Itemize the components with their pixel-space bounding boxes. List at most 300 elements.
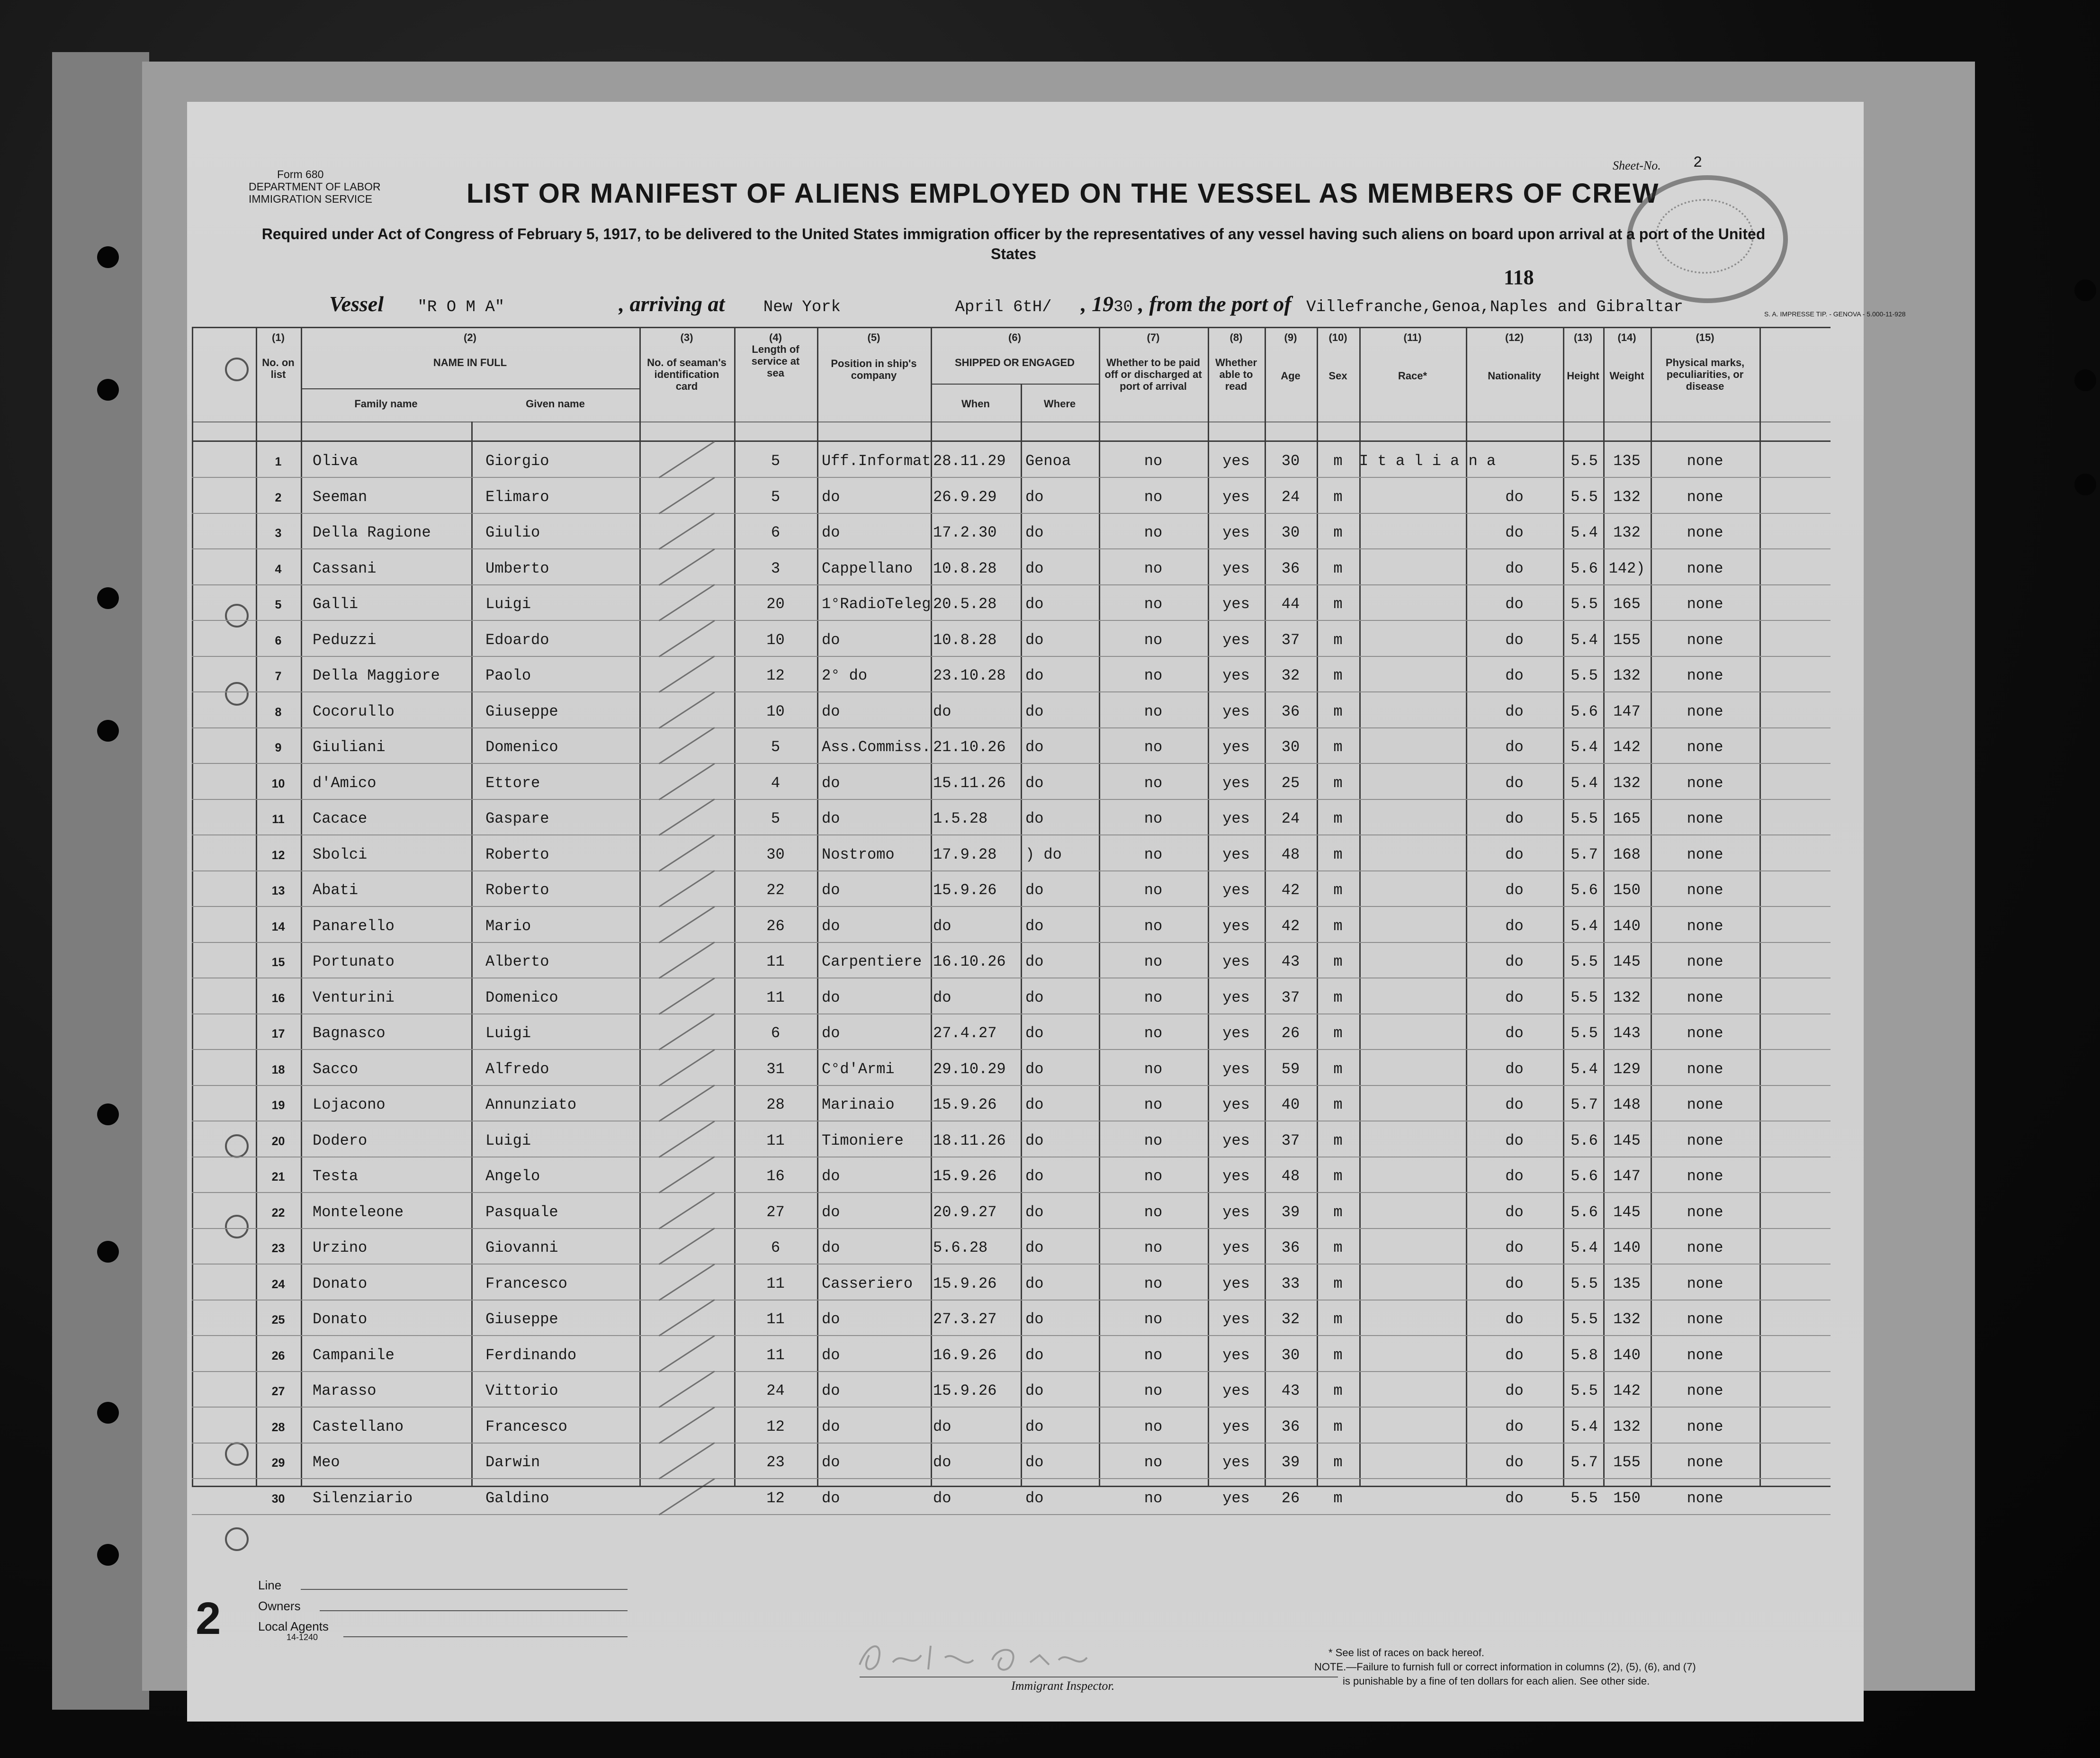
nationality: do — [1505, 1024, 1524, 1042]
family-name: Marasso — [313, 1382, 377, 1399]
arrival-date: April 6tH/ — [955, 298, 1052, 316]
nationality: do — [1505, 1131, 1524, 1149]
shipped-when: 17.9.28 — [933, 845, 997, 863]
age: 37 — [1281, 1131, 1300, 1149]
weight: 168 — [1613, 845, 1641, 863]
position: do — [822, 1382, 840, 1399]
service-length: 11 — [766, 1131, 785, 1149]
family-name: Peduzzi — [313, 631, 377, 649]
height: 5.6 — [1571, 702, 1598, 720]
owners-field-rule — [320, 1610, 628, 1611]
able-to-read: yes — [1222, 774, 1250, 792]
sheet-number-value: 2 — [1693, 154, 1703, 171]
row-rule — [192, 1407, 1831, 1408]
vessel-name: "R O M A" — [417, 298, 505, 316]
weight: 150 — [1613, 1489, 1641, 1507]
shipped-when: 15.9.26 — [933, 1096, 997, 1113]
family-name: Bagnasco — [313, 1024, 386, 1042]
weight: 142 — [1613, 1382, 1641, 1399]
row-number: 2 — [275, 491, 282, 504]
able-to-read: yes — [1222, 702, 1250, 720]
height: 5.4 — [1571, 774, 1598, 792]
shipped-when: 1.5.28 — [933, 810, 988, 827]
physical-marks: none — [1687, 1167, 1723, 1185]
shipped-where: do — [1025, 702, 1044, 720]
col-rule — [817, 327, 818, 1487]
age: 30 — [1281, 452, 1300, 470]
sex: m — [1333, 917, 1343, 935]
position: Marinaio — [822, 1096, 895, 1113]
row-number: 11 — [272, 813, 285, 826]
id-card-slash-mark — [658, 942, 715, 979]
weight: 132 — [1613, 988, 1641, 1006]
able-to-read: yes — [1222, 631, 1250, 649]
shipped-when: 26.9.29 — [933, 488, 997, 506]
nationality: do — [1505, 1274, 1524, 1292]
physical-marks: none — [1687, 1096, 1723, 1113]
physical-marks: none — [1687, 488, 1723, 506]
where-header: Where — [1043, 398, 1076, 410]
note-fine: is punishable by a fine of ten dollars for each alien. See other side. — [1343, 1675, 1650, 1687]
service-length: 5 — [771, 488, 781, 506]
family-name: Lojacono — [313, 1096, 386, 1113]
shipped-when: 15.9.26 — [933, 1382, 997, 1399]
col5-header: (5) Position in ship's company — [831, 332, 917, 381]
printer-imprint: S. A. IMPRESSE TIP. - GENOVA - 5.000-11-928 — [1764, 310, 1906, 318]
position: do — [822, 1489, 840, 1507]
age: 37 — [1281, 988, 1300, 1006]
family-name: Silenziario — [313, 1489, 413, 1507]
id-card-slash-mark — [658, 763, 715, 800]
shipped-where: do — [1025, 1096, 1044, 1113]
shipped-when: 23.10.28 — [933, 667, 1006, 684]
age: 44 — [1281, 595, 1300, 613]
able-to-read: yes — [1222, 1060, 1250, 1078]
col13-header: (13) Height — [1567, 332, 1599, 382]
nationality: do — [1505, 738, 1524, 756]
age: 40 — [1281, 1096, 1300, 1113]
height: 5.6 — [1571, 1131, 1598, 1149]
shipped-when: 15.9.26 — [933, 1274, 997, 1292]
given-name: Elimaro — [485, 488, 549, 506]
row-number: 24 — [271, 1277, 285, 1291]
position: do — [822, 1167, 840, 1185]
paid-off: no — [1144, 881, 1163, 899]
age: 32 — [1281, 667, 1300, 684]
paid-off: no — [1144, 1060, 1163, 1078]
able-to-read: yes — [1222, 1167, 1250, 1185]
shipped-when: do — [933, 988, 951, 1006]
able-to-read: yes — [1222, 738, 1250, 756]
vessel-line — [329, 291, 1683, 316]
service-length: 31 — [766, 1060, 785, 1078]
paid-off: no — [1144, 810, 1163, 827]
age: 36 — [1281, 1417, 1300, 1435]
row-rule — [192, 513, 1831, 514]
family-name: Giuliani — [313, 738, 386, 756]
from-label: , from the port of — [1138, 292, 1292, 316]
paid-off: no — [1144, 1453, 1163, 1471]
col-rule — [639, 327, 641, 1487]
physical-marks: none — [1687, 452, 1723, 470]
sex: m — [1333, 1382, 1343, 1399]
position: do — [822, 524, 840, 541]
physical-marks: none — [1687, 1382, 1723, 1399]
age: 42 — [1281, 881, 1300, 899]
row-rule — [192, 1300, 1831, 1301]
height: 5.4 — [1571, 917, 1598, 935]
paid-off: no — [1144, 845, 1163, 863]
sex: m — [1333, 845, 1343, 863]
able-to-read: yes — [1222, 559, 1250, 577]
family-name: Sbolci — [313, 845, 368, 863]
given-name: Annunziato — [485, 1096, 577, 1113]
row-number: 29 — [271, 1456, 285, 1470]
row-number: 7 — [275, 670, 282, 683]
family-name-header: Family name — [354, 398, 418, 410]
shipped-where: do — [1025, 1167, 1044, 1185]
row-rule — [192, 1049, 1831, 1050]
note-failure: NOTE.—Failure to furnish full or correct information in columns (2), (5), (6), and (7) — [1314, 1661, 1696, 1673]
given-name: Luigi — [485, 1131, 531, 1149]
id-card-slash-mark — [658, 1335, 715, 1372]
row-number: 10 — [271, 777, 285, 790]
paid-off: no — [1144, 1096, 1163, 1113]
id-card-slash-mark — [658, 1228, 715, 1265]
age: 42 — [1281, 917, 1300, 935]
id-card-slash-mark — [658, 1371, 715, 1408]
shipped-where: do — [1025, 1060, 1044, 1078]
shipped-when: 15.9.26 — [933, 1167, 997, 1185]
agents-field-rule — [343, 1636, 628, 1637]
shipped-when: 20.9.27 — [933, 1203, 997, 1221]
nationality: do — [1505, 1203, 1524, 1221]
family-name: Galli — [313, 595, 359, 613]
physical-marks: none — [1687, 524, 1723, 541]
binder-hole — [2074, 474, 2096, 495]
able-to-read: yes — [1222, 917, 1250, 935]
weight: 132 — [1613, 667, 1641, 684]
row-rule — [192, 1228, 1831, 1229]
given-name: Roberto — [485, 881, 549, 899]
given-name: Ferdinando — [485, 1346, 577, 1364]
service-length: 10 — [766, 702, 785, 720]
family-name: Dodero — [313, 1131, 368, 1149]
weight: 142) — [1608, 559, 1645, 577]
service-name: IMMIGRATION SERVICE — [249, 193, 373, 205]
age: 43 — [1281, 1382, 1300, 1399]
row-rule — [192, 727, 1831, 728]
shipped-divider — [931, 384, 1099, 385]
weight: 142 — [1613, 738, 1641, 756]
race: I t a l i a n a — [1359, 452, 1496, 470]
age: 37 — [1281, 631, 1300, 649]
id-card-slash-mark — [658, 1299, 715, 1336]
given-name: Domenico — [485, 738, 558, 756]
physical-marks: none — [1687, 1131, 1723, 1149]
age: 59 — [1281, 1060, 1300, 1078]
position: do — [822, 881, 840, 899]
crew-table — [192, 327, 1831, 1507]
weight: 165 — [1613, 595, 1641, 613]
service-length: 23 — [766, 1453, 785, 1471]
height: 5.4 — [1571, 1060, 1598, 1078]
able-to-read: yes — [1222, 1274, 1250, 1292]
row-rule — [192, 1371, 1831, 1372]
id-card-slash-mark — [658, 1156, 715, 1193]
id-card-slash-mark — [658, 978, 715, 1015]
position: Timoniere — [822, 1131, 904, 1149]
col-rule — [1359, 327, 1361, 1487]
position: do — [822, 1203, 840, 1221]
nationality: do — [1505, 667, 1524, 684]
physical-marks: none — [1687, 559, 1723, 577]
nationality: do — [1505, 595, 1524, 613]
id-card-slash-mark — [658, 1192, 715, 1229]
given-name: Edoardo — [485, 631, 549, 649]
nationality: do — [1505, 1239, 1524, 1256]
paid-off: no — [1144, 1489, 1163, 1507]
shipped-when: 29.10.29 — [933, 1060, 1006, 1078]
col10-header: (10) Sex — [1328, 332, 1347, 382]
physical-marks: none — [1687, 1489, 1723, 1507]
vessel-label: Vessel — [329, 292, 384, 316]
shipped-when: do — [933, 917, 951, 935]
nationality: do — [1505, 559, 1524, 577]
paid-off: no — [1144, 1167, 1163, 1185]
family-name: Seeman — [313, 488, 368, 506]
age: 26 — [1281, 1024, 1300, 1042]
age: 32 — [1281, 1310, 1300, 1328]
position: do — [822, 1024, 840, 1042]
row-rule — [192, 548, 1831, 549]
height: 5.6 — [1571, 559, 1598, 577]
position: do — [822, 988, 840, 1006]
sex: m — [1333, 702, 1343, 720]
service-length: 4 — [771, 774, 781, 792]
shipped-where: do — [1025, 774, 1044, 792]
shipped-when: 17.2.30 — [933, 524, 997, 541]
year-label: , 19 — [1081, 292, 1114, 316]
physical-marks: none — [1687, 1453, 1723, 1471]
service-length: 5 — [771, 738, 781, 756]
row-number: 28 — [271, 1420, 285, 1434]
shipped-where: do — [1025, 953, 1044, 970]
id-card-slash-mark — [658, 906, 715, 943]
age: 36 — [1281, 1239, 1300, 1256]
id-card-slash-mark — [658, 441, 715, 478]
able-to-read: yes — [1222, 452, 1250, 470]
id-card-slash-mark — [658, 1407, 715, 1444]
sex: m — [1333, 774, 1343, 792]
col6-header: (6) SHIPPED OR ENGAGED — [954, 332, 1075, 368]
position: do — [822, 1417, 840, 1435]
given-name: Pasquale — [485, 1203, 558, 1221]
paid-off: no — [1144, 452, 1163, 470]
sex: m — [1333, 810, 1343, 827]
shipped-when: 27.3.27 — [933, 1310, 997, 1328]
physical-marks: none — [1687, 810, 1723, 827]
nationality: do — [1505, 845, 1524, 863]
physical-marks: none — [1687, 774, 1723, 792]
age: 26 — [1281, 1489, 1300, 1507]
shipped-where: do — [1025, 988, 1044, 1006]
service-length: 12 — [766, 1417, 785, 1435]
service-length: 11 — [766, 1310, 785, 1328]
physical-marks: none — [1687, 1310, 1723, 1328]
height: 5.8 — [1571, 1346, 1598, 1364]
shipped-when: 20.5.28 — [933, 595, 997, 613]
able-to-read: yes — [1222, 881, 1250, 899]
sex: m — [1333, 1131, 1343, 1149]
height: 5.6 — [1571, 1167, 1598, 1185]
row-rule — [192, 1335, 1831, 1336]
able-to-read: yes — [1222, 1382, 1250, 1399]
shipped-when: do — [933, 702, 951, 720]
year-value: 30 — [1113, 298, 1133, 316]
physical-marks: none — [1687, 917, 1723, 935]
position: do — [822, 1239, 840, 1256]
given-name: Alberto — [485, 953, 549, 970]
sex: m — [1333, 1060, 1343, 1078]
col15-header: (15) Physical marks, peculiarities, or disease — [1665, 332, 1745, 392]
row-number: 6 — [275, 634, 282, 647]
position: Nostromo — [822, 845, 895, 863]
given-name: Angelo — [485, 1167, 540, 1185]
binder-hole — [97, 1402, 119, 1424]
position: do — [822, 702, 840, 720]
able-to-read: yes — [1222, 988, 1250, 1006]
binder-hole — [2074, 369, 2096, 391]
binder-hole — [97, 720, 119, 742]
row-number: 5 — [275, 598, 282, 611]
binder-strip — [52, 52, 149, 1710]
height: 5.7 — [1571, 845, 1598, 863]
able-to-read: yes — [1222, 1310, 1250, 1328]
nationality: do — [1505, 917, 1524, 935]
row-rule — [192, 477, 1831, 478]
footer-agents — [258, 1575, 329, 1642]
weight: 145 — [1613, 953, 1641, 970]
physical-marks: none — [1687, 1274, 1723, 1292]
height: 5.4 — [1571, 1239, 1598, 1256]
id-card-slash-mark — [658, 1442, 715, 1480]
nationality: do — [1505, 702, 1524, 720]
shipped-when: 15.11.26 — [933, 774, 1006, 792]
service-length: 3 — [771, 559, 781, 577]
age: 48 — [1281, 1167, 1300, 1185]
sex: m — [1333, 988, 1343, 1006]
paid-off: no — [1144, 917, 1163, 935]
row-rule — [192, 1192, 1831, 1193]
manifest-sheet — [187, 102, 1906, 1722]
age: 25 — [1281, 774, 1300, 792]
sex: m — [1333, 1274, 1343, 1292]
given-name: Giuseppe — [485, 702, 558, 720]
paid-off: no — [1144, 631, 1163, 649]
shipped-where: do — [1025, 488, 1044, 506]
nationality: do — [1505, 988, 1524, 1006]
family-name: Della Maggiore — [313, 667, 440, 684]
shipped-when: 28.11.29 — [933, 452, 1006, 470]
able-to-read: yes — [1222, 1096, 1250, 1113]
shipped-where: do — [1025, 1274, 1044, 1292]
able-to-read: yes — [1222, 1131, 1250, 1149]
able-to-read: yes — [1222, 845, 1250, 863]
physical-marks: none — [1687, 738, 1723, 756]
id-card-slash-mark — [658, 548, 715, 586]
form-number: Form 680 — [277, 168, 324, 180]
able-to-read: yes — [1222, 595, 1250, 613]
physical-marks: none — [1687, 1417, 1723, 1435]
sex: m — [1333, 1167, 1343, 1185]
physical-marks: none — [1687, 1346, 1723, 1364]
id-card-slash-mark — [658, 691, 715, 729]
nationality: do — [1505, 1167, 1524, 1185]
physical-marks: none — [1687, 988, 1723, 1006]
col9-header: (9) Age — [1281, 332, 1301, 382]
row-number: 21 — [271, 1170, 285, 1184]
sex: m — [1333, 1346, 1343, 1364]
row-number: 12 — [271, 848, 285, 862]
row-rule — [192, 620, 1831, 621]
sex: m — [1333, 1310, 1343, 1328]
height: 5.5 — [1571, 1382, 1598, 1399]
row-number: 14 — [271, 920, 285, 933]
nationality: do — [1505, 1060, 1524, 1078]
family-name: Donato — [313, 1274, 368, 1292]
family-name: d'Amico — [313, 774, 377, 792]
height: 5.5 — [1571, 1024, 1598, 1042]
shipped-where: do — [1025, 1382, 1044, 1399]
service-length: 24 — [766, 1382, 785, 1399]
from-ports: Villefranche,Genoa,Naples and Gibraltar — [1306, 298, 1683, 316]
position: do — [822, 488, 840, 506]
shipped-when: 5.6.28 — [933, 1239, 988, 1256]
arriving-place: New York — [763, 298, 841, 316]
sex: m — [1333, 559, 1343, 577]
family-name: Urzino — [313, 1239, 368, 1256]
given-name: Giorgio — [485, 452, 549, 470]
position: Casseriero — [822, 1274, 913, 1292]
id-card-slash-mark — [658, 477, 715, 514]
row-rule — [192, 1514, 1831, 1515]
shipped-when: 10.8.28 — [933, 559, 997, 577]
row-number: 26 — [271, 1349, 285, 1363]
able-to-read: yes — [1222, 1453, 1250, 1471]
shipped-where: do — [1025, 810, 1044, 827]
col8-header: (8) Whether able to read — [1215, 332, 1257, 392]
age: 39 — [1281, 1453, 1300, 1471]
height: 5.6 — [1571, 1203, 1598, 1221]
nationality: do — [1505, 488, 1524, 506]
family-name: Venturini — [313, 988, 395, 1006]
row-number: 16 — [271, 991, 285, 1005]
shipped-where: do — [1025, 917, 1044, 935]
shipped-when: do — [933, 1417, 951, 1435]
sex: m — [1333, 595, 1343, 613]
position: do — [822, 1346, 840, 1364]
id-card-slash-mark — [658, 834, 715, 872]
nationality: do — [1505, 774, 1524, 792]
service-length: 5 — [771, 452, 781, 470]
height: 5.5 — [1571, 810, 1598, 827]
sex: m — [1333, 524, 1343, 541]
family-name: Donato — [313, 1310, 368, 1328]
paid-off: no — [1144, 1131, 1163, 1149]
inspector-signature — [841, 1636, 1125, 1679]
family-name: Portunato — [313, 953, 395, 970]
